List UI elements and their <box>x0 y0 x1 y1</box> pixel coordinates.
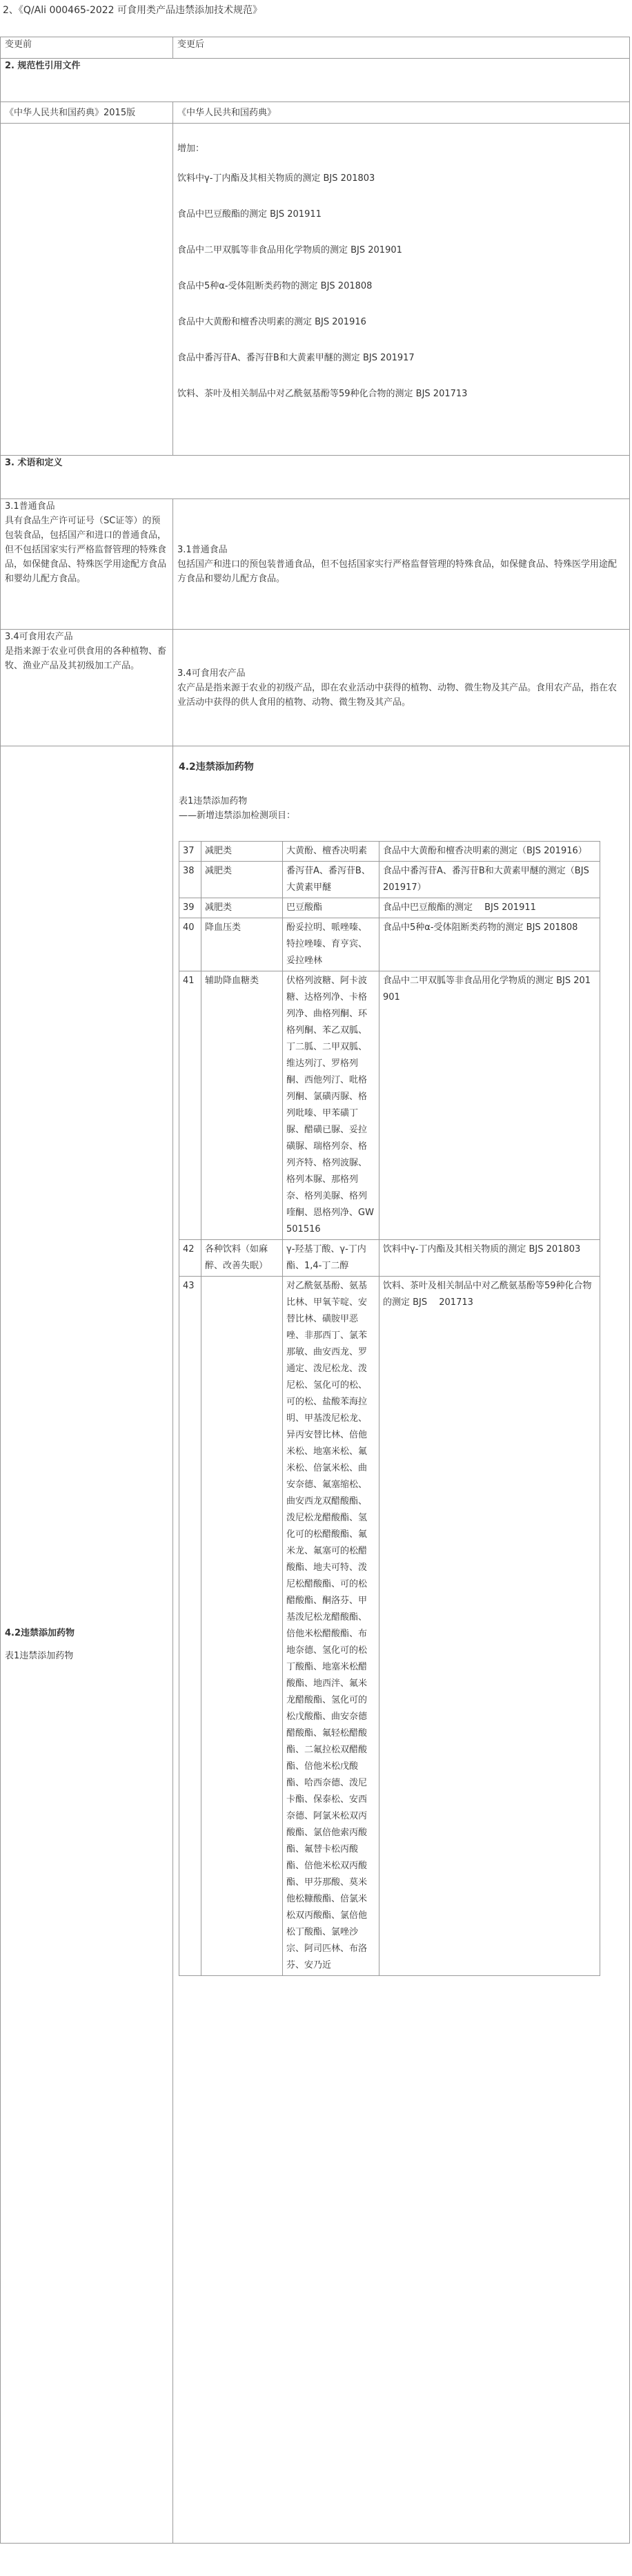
header-after: 变更后 <box>173 37 630 59</box>
drug-no: 42 <box>179 1240 201 1277</box>
term-3-4-after: 3.4可食用农产品 农产品是指来源于农业的初级产品，即在农业活动中获得的植物、动物、微生物及其产品。食用农产品，指在农业活动中获得的供人食用的植物、动物、微生物及其产品。 <box>173 630 630 746</box>
reference-row-2 <box>1 124 630 456</box>
reference-row-1 <box>1 102 630 124</box>
s42-after-title: 4.2违禁添加药物 <box>179 762 254 773</box>
drug-name: 番泻苷A、番泻苷B、大黄素甲醚 <box>283 862 379 898</box>
s42-after-sub1: 表1违禁添加药物 <box>179 796 248 806</box>
add-item-3: 食品中二甲双胍等非食品用化学物质的测定 BJS 201901 <box>177 245 402 255</box>
drug-category: 减肥类 <box>201 842 283 862</box>
drug-method: 饮料中γ-丁内酯及其相关物质的测定 BJS 201803 <box>379 1240 600 1277</box>
drug-row <box>179 898 600 918</box>
drug-category: 减肥类 <box>201 862 283 898</box>
drug-name: 酚妥拉明、哌唑嗪、特拉唑嗪、育亨宾、妥拉唑林 <box>283 918 379 971</box>
drug-category: 降血压类 <box>201 918 283 971</box>
drug-method: 食品中番泻苷A、番泻苷B和大黄素甲醚的测定（BJS 201917） <box>379 862 600 898</box>
section-4-2-row <box>1 746 630 2544</box>
drug-method: 食品中大黄酚和檀香决明素的测定（BJS 201916） <box>379 842 600 862</box>
drug-name: 大黄酚、檀香决明素 <box>283 842 379 862</box>
drug-no: 38 <box>179 862 201 898</box>
drug-row <box>179 842 600 862</box>
drug-method: 饮料、茶叶及相关制品中对乙酰氨基酚等59种化合物的测定 BJS 201713 <box>379 1277 600 1976</box>
drug-row <box>179 918 600 971</box>
drug-row <box>179 1240 600 1277</box>
term-3-1-before: 3.1普通食品 具有食品生产许可证号（SC证等）的预包装食品，包括国产和进口的普通食品，但不包括国家实行严格监督管理的特殊食品，如保健食品、特殊医学用途配方食品和婴幼儿配方食品。 <box>1 499 173 630</box>
term-3-1-row <box>1 499 630 630</box>
ref-add-before-empty <box>1 124 173 456</box>
add-item-6: 食品中番泻苷A、番泻苷B和大黄素甲醚的测定 BJS 201917 <box>177 353 415 363</box>
add-item-2: 食品中巴豆酸酯的测定 BJS 201911 <box>177 209 322 220</box>
drug-row <box>179 971 600 1240</box>
term-3-1-after: 3.1普通食品 包括国产和进口的预包装普通食品，但不包括国家实行严格监督管理的特殊食品，如保健食品、特殊医学用途配方食品和婴幼儿配方食品。 <box>173 499 630 630</box>
drug-name: γ-羟基丁酸、γ-丁内酯、1,4-丁二醇 <box>283 1240 379 1277</box>
add-item-5: 食品中大黄酚和檀香决明素的测定 BJS 201916 <box>177 317 366 327</box>
s42-before <box>1 746 173 2544</box>
header-before: 变更前 <box>1 37 173 59</box>
drug-category: 辅助降血糖类 <box>201 971 283 1240</box>
drug-method: 食品中二甲双胍等非食品用化学物质的测定 BJS 201901 <box>379 971 600 1240</box>
add-item-1: 饮料中γ-丁内酯及其相关物质的测定 BJS 201803 <box>177 173 375 184</box>
drug-method: 食品中5种α-受体阻断类药物的测定 BJS 201808 <box>379 918 600 971</box>
ref-before: 《中华人民共和国药典》2015版 <box>1 102 173 124</box>
drug-name: 伏格列波糖、阿卡波糖、达格列净、卡格列净、曲格列酮、环格列酮、苯乙双胍、丁二胍、二甲双胍、维达列汀、罗格列酮、西他列汀、吡格列酮、氯磺丙脲、格列吡嗪、甲苯磺丁脲、醋磺已脲、妥拉磺脲、瑞格列奈、格列齐特、格列波脲、格列本脲、那格列奈、格列美脲、格列喹酮、恩格列净、GW501516 <box>283 971 379 1240</box>
drug-no: 40 <box>179 918 201 971</box>
section-2-row <box>1 59 630 102</box>
add-item-4: 食品中5种α-受体阻断类药物的测定 BJS 201808 <box>177 281 373 291</box>
drug-no: 37 <box>179 842 201 862</box>
s42-before-title: 4.2违禁添加药物 <box>5 1628 75 1638</box>
drug-table <box>179 841 600 1976</box>
section-3-title: 3. 术语和定义 <box>1 456 630 499</box>
term-3-4-row <box>1 630 630 746</box>
ref-after: 《中华人民共和国药典》 <box>173 102 630 124</box>
drug-category: 减肥类 <box>201 898 283 918</box>
section-3-row <box>1 456 630 499</box>
drug-name: 巴豆酸酯 <box>283 898 379 918</box>
drug-row <box>179 862 600 898</box>
ref-add-list <box>173 124 630 456</box>
drug-name: 对乙酰氨基酚、氨基比林、甲氧苄啶、安替比林、磺胺甲恶唑、非那西丁、氯苯那敏、曲安西龙、罗通定、泼尼松龙、泼尼松、氢化可的松、可的松、盐酸苯海拉明、甲基泼尼松龙、异丙安替比林、倍他米松、地塞米松、氟米松、倍氯米松、曲安奈德、氟塞缩松、曲安西龙双醋酸酯、泼尼松龙醋酸酯、氢化可的松醋酸酯、氟米龙、氟塞可的松醋酸酯、地夫可特、泼尼松醋酸酯、可的松醋酸酯、酮洛芬、甲基泼尼松龙醋酸酯、倍他米松醋酸酯、布地奈德、氢化可的松丁酸酯、地塞米松醋酸酯、地西泮、氟米龙醋酸酯、氢化可的松戊酸酯、曲安奈德醋酸酯、氟轻松醋酸酯、二氟拉松双醋酸酯、倍他米松戊酸酯、哈西奈德、泼尼卡酯、保泰松、安西奈德、阿氯米松双丙酸酯、氯倍他索丙酸酯、氟替卡松丙酸酯、倍他米松双丙酸酯、甲芬那酸、莫米他松糠酸酯、倍氯米松双丙酸酯、氯倍他松丁酸酯、氯唑沙宗、阿司匹林、布洛芬、安乃近 <box>283 1277 379 1976</box>
drug-method: 食品中巴豆酸酯的测定 BJS 201911 <box>379 898 600 918</box>
drug-category: 各种饮料（如麻醉、改善失眠） <box>201 1240 283 1277</box>
s42-after <box>173 746 630 2544</box>
add-item-7: 饮料、茶叶及相关制品中对乙酰氨基酚等59种化合物的测定 BJS 201713 <box>177 389 468 399</box>
s42-before-sub: 表1违禁添加药物 <box>5 1651 74 1661</box>
drug-row <box>179 1277 600 1976</box>
s42-after-sub2: ——新增违禁添加检测项目： <box>179 811 296 821</box>
header-row <box>1 37 630 59</box>
add-label: 增加： <box>177 144 205 154</box>
drug-category <box>201 1277 283 1976</box>
change-table <box>0 37 630 2544</box>
section-2-title: 2. 规范性引用文件 <box>1 59 630 102</box>
doc-title: 2、《Q/Ali 000465-2022 可食用类产品违禁添加技术规范》 <box>3 5 263 16</box>
term-3-4-before: 3.4可食用农产品 是指来源于农业可供食用的各种植物、畜牧、渔业产品及其初级加工产品。 <box>1 630 173 746</box>
drug-no: 43 <box>179 1277 201 1976</box>
drug-no: 41 <box>179 971 201 1240</box>
drug-no: 39 <box>179 898 201 918</box>
